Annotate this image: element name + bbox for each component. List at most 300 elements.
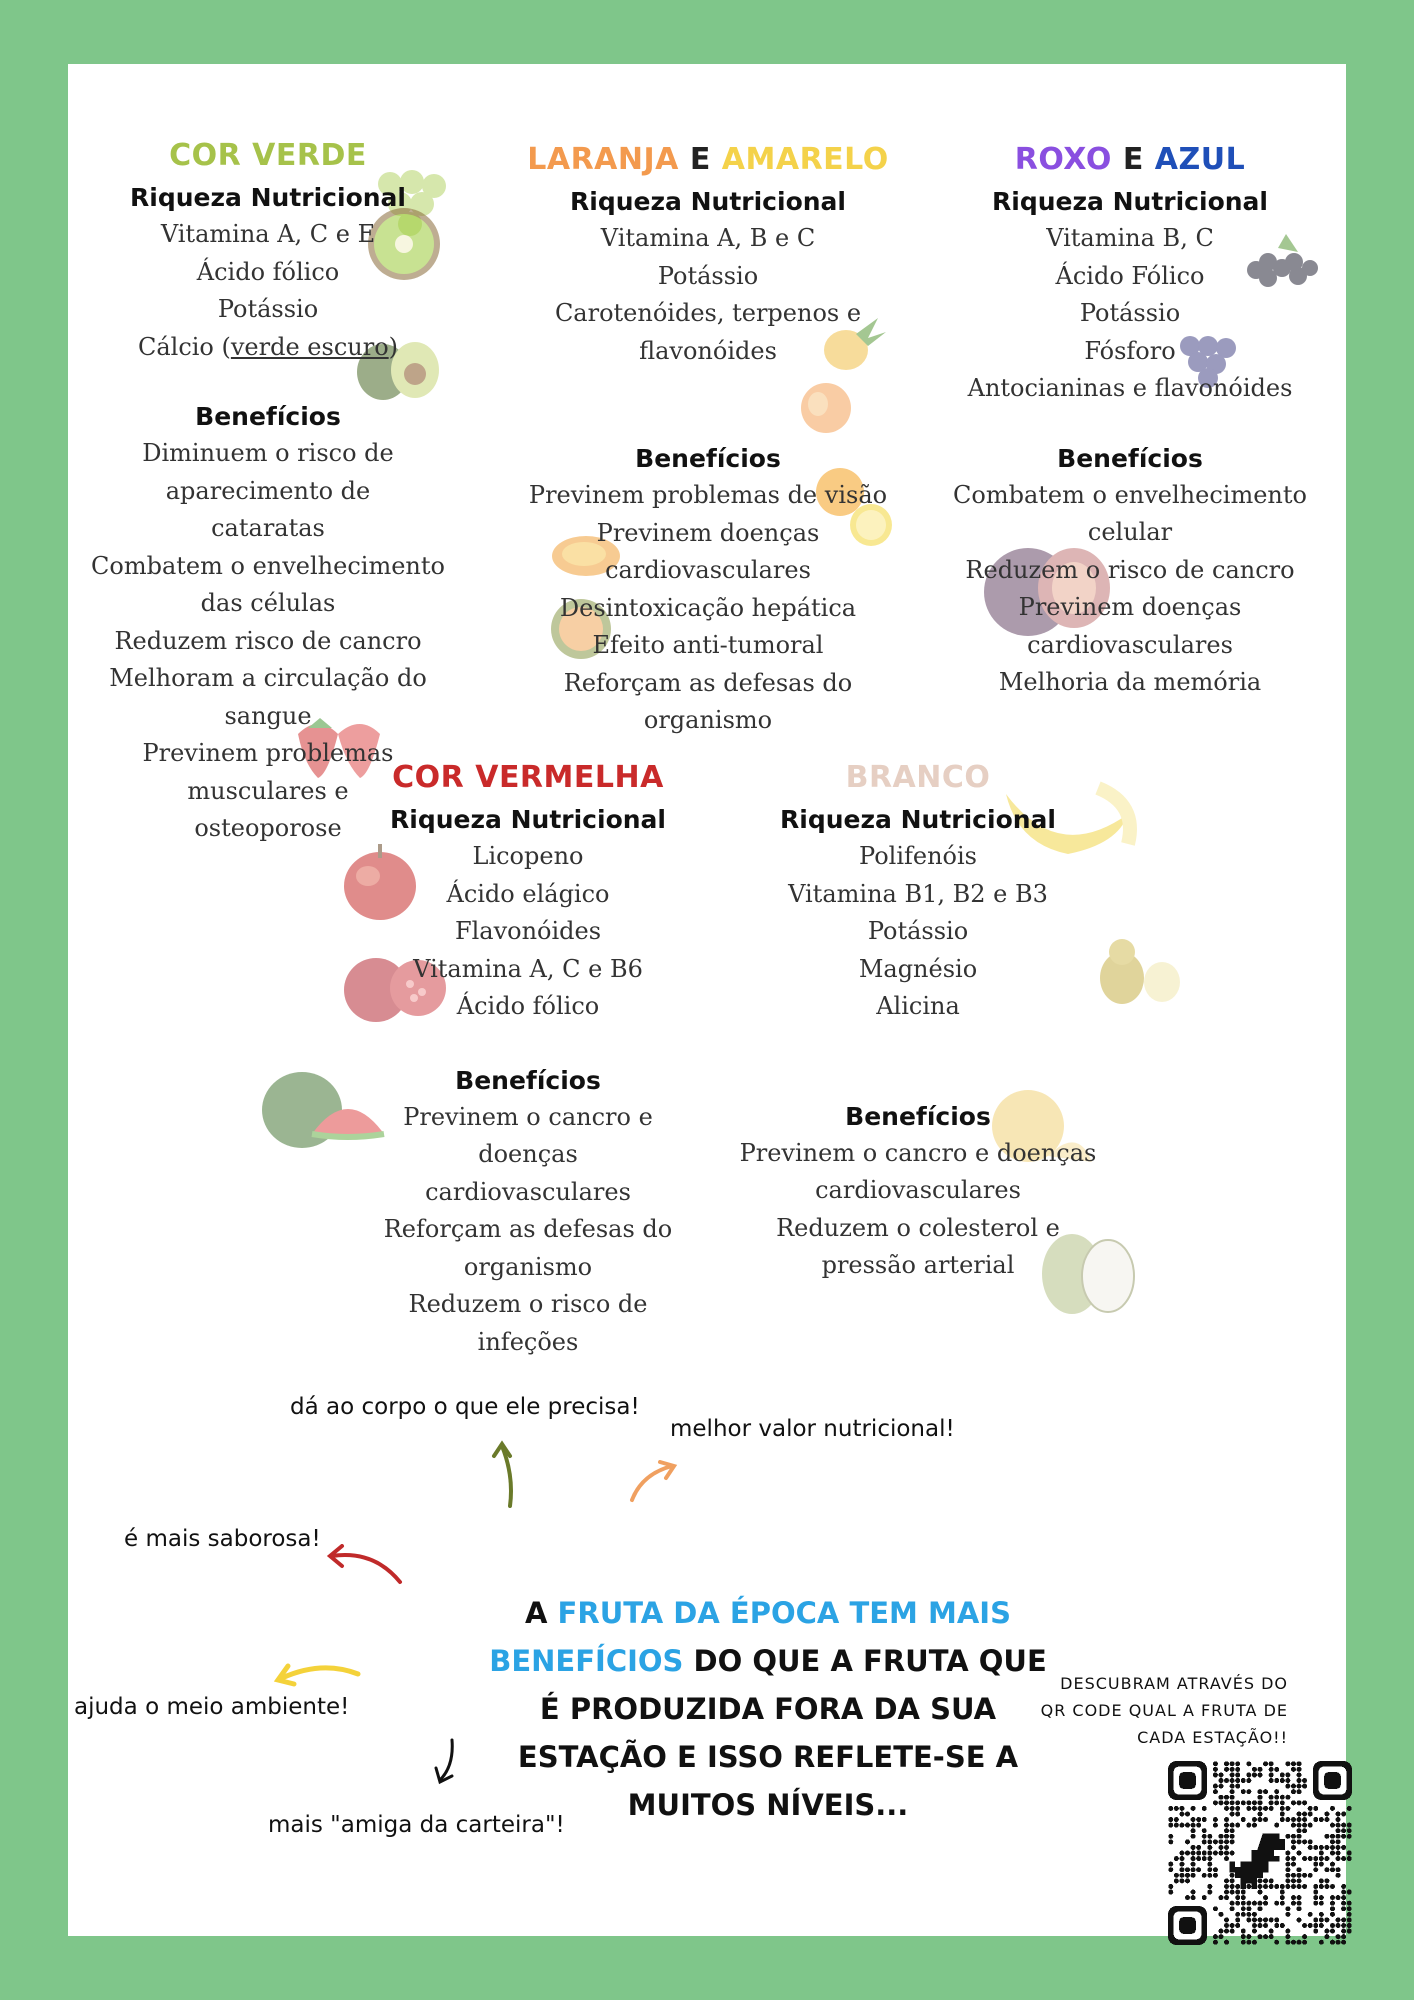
qr-module (1297, 1895, 1302, 1900)
note-saborosa: é mais saborosa! (124, 1526, 321, 1552)
qr-module (1213, 1767, 1218, 1772)
list-item: cardiovasculares (815, 1176, 1021, 1204)
title-vermelha: COR VERMELHA (392, 760, 664, 795)
riqueza-list-roxo (930, 220, 1330, 408)
qr-module (1246, 1789, 1251, 1794)
qr-module (1330, 1884, 1335, 1889)
qr-module (1291, 1839, 1296, 1844)
qr-module (1168, 1890, 1173, 1895)
qr-module (1246, 1778, 1251, 1783)
qr-module (1218, 1784, 1223, 1789)
qr-module (1308, 1873, 1313, 1878)
qr-module (1207, 1862, 1212, 1867)
qr-module (1230, 1878, 1235, 1883)
qr-module (1191, 1856, 1196, 1861)
qr-module (1218, 1845, 1223, 1850)
main-part1: A (525, 1596, 558, 1630)
qr-module (1341, 1906, 1346, 1911)
qr-module (1207, 1839, 1212, 1844)
qr-module (1213, 1817, 1218, 1822)
qr-module (1246, 1823, 1251, 1828)
qr-module (1302, 1873, 1307, 1878)
qr-module (1324, 1884, 1329, 1889)
qr-module (1235, 1901, 1240, 1906)
qr-module (1313, 1806, 1318, 1811)
qr-module (1336, 1923, 1341, 1928)
qr-module (1313, 1929, 1318, 1934)
riqueza-heading-laranja: Riqueza Nutricional (570, 187, 846, 216)
qr-module (1168, 1839, 1173, 1844)
list-item: Flavonóides (454, 917, 602, 945)
qr-module (1319, 1856, 1324, 1861)
qr-module (1213, 1873, 1218, 1878)
qr-module (1168, 1862, 1173, 1867)
qr-module (1285, 1806, 1290, 1811)
list-item: Potássio (867, 917, 969, 945)
qr-module (1263, 1789, 1268, 1794)
qr-module (1297, 1767, 1302, 1772)
qr-finder (1324, 1772, 1341, 1789)
qr-module (1241, 1906, 1246, 1911)
qr-caption-line: QR CODE QUAL A FRUTA DE (1040, 1701, 1288, 1720)
list-item: Melhoram a circulação do sangue (109, 664, 427, 730)
qr-module (1308, 1912, 1313, 1917)
beneficios-list-roxo (930, 477, 1330, 702)
qr-module (1224, 1806, 1229, 1811)
list-item: Combatem o envelhecimento das células (91, 551, 445, 617)
note-ambiente: ajuda o meio ambiente! (74, 1694, 350, 1720)
qr-module (1280, 1795, 1285, 1800)
qr-module (1291, 1789, 1296, 1794)
qr-module (1235, 1823, 1240, 1828)
qr-module (1308, 1811, 1313, 1816)
qr-module (1269, 1806, 1274, 1811)
list-item: osteoporose (194, 814, 342, 842)
qr-module (1341, 1856, 1346, 1861)
qr-module (1269, 1778, 1274, 1783)
qr-module (1291, 1884, 1296, 1889)
qr-module (1280, 1901, 1285, 1906)
list-item: Previnem o cancro e doenças (403, 1102, 653, 1168)
qr-module (1308, 1823, 1313, 1828)
qr-module (1297, 1839, 1302, 1844)
qr-module (1302, 1884, 1307, 1889)
qr-module (1285, 1778, 1290, 1783)
list-item: Reduzem risco de cancro (114, 626, 422, 655)
qr-module (1213, 1823, 1218, 1828)
qr-module (1241, 1817, 1246, 1822)
title-azul: AZUL (1154, 142, 1246, 177)
list-item: Vitamina A, B e C (600, 224, 816, 252)
qr-module (1213, 1906, 1218, 1911)
qr-module (1341, 1890, 1346, 1895)
qr-module (1308, 1839, 1313, 1844)
qr-module (1241, 1901, 1246, 1906)
qr-module (1336, 1917, 1341, 1922)
qr-module (1230, 1929, 1235, 1934)
qr-module (1324, 1867, 1329, 1872)
qr-module (1207, 1873, 1212, 1878)
qr-module (1218, 1772, 1223, 1777)
qr-module (1285, 1929, 1290, 1934)
qr-module (1252, 1800, 1257, 1805)
qr-module (1285, 1856, 1290, 1861)
qr-module (1324, 1934, 1329, 1939)
qr-module (1274, 1789, 1279, 1794)
qr-module (1174, 1823, 1179, 1828)
qr-module (1269, 1884, 1274, 1889)
qr-module (1319, 1923, 1324, 1928)
qr-module (1263, 1884, 1268, 1889)
qr-module (1224, 1917, 1229, 1922)
qr-module (1302, 1940, 1307, 1945)
qr-module (1224, 1839, 1229, 1844)
qr-module (1207, 1867, 1212, 1872)
beneficios-list-laranja (518, 477, 898, 740)
qr-module (1196, 1850, 1201, 1855)
section-branco (728, 760, 1108, 1285)
arrow-left-icon (324, 1544, 404, 1588)
qr-module (1246, 1901, 1251, 1906)
qr-module (1224, 1940, 1229, 1945)
qr-module (1280, 1772, 1285, 1777)
qr-module (1224, 1817, 1229, 1822)
riqueza-list-verde (88, 216, 448, 366)
qr-module (1330, 1906, 1335, 1911)
qr-module (1235, 1772, 1240, 1777)
qr-code[interactable] (1168, 1761, 1352, 1945)
qr-module (1196, 1823, 1201, 1828)
qr-module (1330, 1901, 1335, 1906)
qr-module (1302, 1823, 1307, 1828)
qr-module (1252, 1912, 1257, 1917)
qr-module (1341, 1917, 1346, 1922)
qr-module (1319, 1845, 1324, 1850)
qr-module (1246, 1917, 1251, 1922)
qr-module (1235, 1895, 1240, 1900)
qr-module (1341, 1901, 1346, 1906)
main-part2: DO QUE A FRUTA QUE É PRODUZIDA FORA DA SUA ESTAÇÃO E ISSO REFLETE-SE A MUITOS NÍVEIS... (517, 1644, 1047, 1822)
qr-module (1185, 1823, 1190, 1828)
qr-module (1324, 1878, 1329, 1883)
qr-module (1285, 1772, 1290, 1777)
qr-module (1319, 1901, 1324, 1906)
qr-module (1218, 1795, 1223, 1800)
qr-module (1297, 1917, 1302, 1922)
title-laranja-amarelo (518, 142, 898, 177)
section-laranja-amarelo (518, 142, 898, 740)
qr-module (1285, 1934, 1290, 1939)
qr-module (1319, 1917, 1324, 1922)
qr-module (1224, 1834, 1229, 1839)
list-item: Antocianinas e flavonóides (967, 374, 1293, 402)
qr-module (1230, 1906, 1235, 1911)
section-vermelha (358, 760, 698, 1361)
qr-module (1297, 1850, 1302, 1855)
list-item: Fósforo (1084, 336, 1176, 365)
qr-module (1313, 1884, 1318, 1889)
qr-module (1280, 1800, 1285, 1805)
beneficios-heading-branco: Benefícios (845, 1101, 991, 1131)
qr-module (1313, 1890, 1318, 1895)
qr-module (1336, 1940, 1341, 1945)
qr-module (1230, 1873, 1235, 1878)
qr-module (1235, 1778, 1240, 1783)
list-item: Efeito anti-tumoral (592, 631, 824, 659)
beneficios-list-branco (728, 1135, 1108, 1285)
qr-module (1252, 1929, 1257, 1934)
qr-module (1246, 1940, 1251, 1945)
qr-module (1257, 1795, 1262, 1800)
qr-module (1274, 1940, 1279, 1945)
qr-module (1241, 1895, 1246, 1900)
qr-module (1297, 1817, 1302, 1822)
qr-module (1319, 1850, 1324, 1855)
section-verde (88, 138, 448, 848)
qr-module (1347, 1823, 1352, 1828)
beneficios-heading-vermelha: Benefícios (455, 1065, 601, 1095)
main-message (488, 1589, 1048, 1829)
beneficios-heading-roxo: Benefícios (1057, 443, 1203, 473)
qr-module (1324, 1834, 1329, 1839)
qr-module (1179, 1862, 1184, 1867)
arrow-down-icon (432, 1736, 462, 1786)
qr-module (1185, 1867, 1190, 1872)
qr-module (1257, 1906, 1262, 1911)
qr-module (1230, 1806, 1235, 1811)
qr-module (1235, 1800, 1240, 1805)
title-roxo: ROXO (1014, 142, 1112, 177)
qr-module (1191, 1873, 1196, 1878)
qr-module (1168, 1823, 1173, 1828)
qr-module (1313, 1867, 1318, 1872)
qr-module (1235, 1811, 1240, 1816)
list-item: Potássio (657, 261, 759, 290)
qr-module (1347, 1828, 1352, 1833)
qr-module (1207, 1856, 1212, 1861)
qr-module (1224, 1823, 1229, 1828)
qr-module (1324, 1811, 1329, 1816)
qr-module (1297, 1778, 1302, 1783)
qr-module (1230, 1828, 1235, 1833)
qr-module (1213, 1761, 1218, 1766)
qr-module (1280, 1923, 1285, 1928)
qr-module (1336, 1895, 1341, 1900)
qr-module (1263, 1934, 1268, 1939)
qr-module (1269, 1934, 1274, 1939)
qr-module (1196, 1856, 1201, 1861)
qr-module (1202, 1873, 1207, 1878)
qr-module (1313, 1917, 1318, 1922)
qr-module (1336, 1839, 1341, 1844)
qr-module (1202, 1806, 1207, 1811)
riqueza-list-laranja (518, 220, 898, 370)
riqueza-heading-verde: Riqueza Nutricional (130, 183, 406, 212)
qr-module (1280, 1890, 1285, 1895)
qr-module (1202, 1856, 1207, 1861)
list-item: Vitamina B1, B2 e B3 (788, 879, 1048, 908)
qr-module (1257, 1890, 1262, 1895)
qr-module (1302, 1923, 1307, 1928)
qr-module (1347, 1856, 1352, 1861)
qr-module (1185, 1873, 1190, 1878)
calcio-prefix: Cálcio ( (137, 332, 231, 361)
qr-module (1280, 1884, 1285, 1889)
qr-module (1185, 1878, 1190, 1883)
qr-module (1297, 1811, 1302, 1816)
qr-module (1168, 1884, 1173, 1889)
qr-module (1285, 1817, 1290, 1822)
riqueza-heading-vermelha: Riqueza Nutricional (390, 805, 666, 834)
qr-module (1269, 1800, 1274, 1805)
qr-module (1341, 1823, 1346, 1828)
qr-module (1347, 1890, 1352, 1895)
qr-module (1241, 1934, 1246, 1939)
qr-module (1274, 1884, 1279, 1889)
riqueza-list-vermelha (358, 838, 698, 1026)
list-item: Polifenóis (859, 842, 977, 870)
qr-module (1302, 1784, 1307, 1789)
qr-module (1218, 1929, 1223, 1934)
qr-caption-line: CADA ESTAÇÃO!! (1137, 1728, 1288, 1747)
calcio-underline: verde escuro (230, 332, 389, 361)
qr-module (1191, 1862, 1196, 1867)
qr-module (1252, 1806, 1257, 1811)
qr-module (1313, 1845, 1318, 1850)
qr-module (1336, 1867, 1341, 1872)
qr-module (1207, 1884, 1212, 1889)
list-item: Reforçam as defesas do organismo (383, 1215, 673, 1281)
qr-module (1285, 1834, 1290, 1839)
qr-module (1324, 1856, 1329, 1861)
list-item: Previnem doenças cardiovasculares (1018, 593, 1242, 659)
qr-module (1213, 1784, 1218, 1789)
title-amarelo: AMARELO (721, 142, 889, 177)
qr-module (1224, 1923, 1229, 1928)
qr-module (1330, 1867, 1335, 1872)
qr-module (1291, 1862, 1296, 1867)
qr-module (1224, 1767, 1229, 1772)
qr-module (1274, 1917, 1279, 1922)
list-item: cataratas (211, 514, 325, 542)
qr-module (1174, 1806, 1179, 1811)
qr-module (1179, 1856, 1184, 1861)
qr-module (1319, 1817, 1324, 1822)
qr-module (1324, 1845, 1329, 1850)
qr-module (1285, 1912, 1290, 1917)
qr-module (1302, 1828, 1307, 1833)
qr-module (1330, 1923, 1335, 1928)
qr-module (1174, 1873, 1179, 1878)
riqueza-heading-branco: Riqueza Nutricional (780, 805, 1056, 834)
qr-module (1291, 1856, 1296, 1861)
qr-module (1252, 1940, 1257, 1945)
qr-module (1246, 1906, 1251, 1911)
qr-module (1280, 1778, 1285, 1783)
qr-module (1274, 1800, 1279, 1805)
qr-module (1336, 1934, 1341, 1939)
qr-module (1230, 1901, 1235, 1906)
qr-module (1213, 1789, 1218, 1794)
qr-module (1297, 1884, 1302, 1889)
qr-module (1207, 1845, 1212, 1850)
beneficios-heading-laranja: Benefícios (635, 444, 781, 473)
qr-module (1235, 1923, 1240, 1928)
qr-module (1308, 1856, 1313, 1861)
qr-module (1257, 1901, 1262, 1906)
qr-module (1246, 1800, 1251, 1805)
qr-module (1191, 1867, 1196, 1872)
note-corpo: dá ao corpo o que ele precisa! (290, 1394, 640, 1420)
qr-module (1341, 1884, 1346, 1889)
qr-module (1230, 1923, 1235, 1928)
qr-caption (1028, 1670, 1288, 1751)
qr-module (1252, 1772, 1257, 1777)
list-item: Melhoria da memória (998, 668, 1262, 696)
qr-module (1297, 1828, 1302, 1833)
qr-module (1224, 1800, 1229, 1805)
list-item: Desintoxicação hepática (559, 593, 857, 622)
qr-module (1297, 1867, 1302, 1872)
qr-module (1263, 1761, 1268, 1766)
list-item: Previnem o cancro e doenças (739, 1138, 1097, 1167)
qr-module (1341, 1845, 1346, 1850)
qr-module (1257, 1800, 1262, 1805)
qr-module (1285, 1862, 1290, 1867)
qr-module (1252, 1823, 1257, 1828)
qr-module (1263, 1895, 1268, 1900)
qr-module (1179, 1811, 1184, 1816)
qr-module (1241, 1800, 1246, 1805)
qr-module (1196, 1867, 1201, 1872)
qr-module (1191, 1895, 1196, 1900)
title-laranja: LARANJA (527, 142, 679, 177)
qr-module (1246, 1912, 1251, 1917)
qr-module (1218, 1800, 1223, 1805)
qr-module (1269, 1772, 1274, 1777)
qr-module (1280, 1817, 1285, 1822)
qr-module (1235, 1890, 1240, 1895)
qr-module (1291, 1761, 1296, 1766)
qr-module (1230, 1890, 1235, 1895)
qr-module (1263, 1901, 1268, 1906)
qr-module (1324, 1929, 1329, 1934)
list-item: Carotenóides, terpenos e flavonóides (554, 299, 862, 365)
qr-module (1168, 1806, 1173, 1811)
list-item: Vitamina A, C e B6 (413, 954, 643, 983)
arrow-upright-icon (628, 1460, 678, 1504)
qr-module (1274, 1923, 1279, 1928)
qr-module (1213, 1850, 1218, 1855)
qr-module (1168, 1867, 1173, 1872)
qr-module (1302, 1778, 1307, 1783)
qr-module (1257, 1923, 1262, 1928)
qr-module (1202, 1828, 1207, 1833)
qr-module (1336, 1850, 1341, 1855)
qr-module (1341, 1940, 1346, 1945)
qr-module (1185, 1811, 1190, 1816)
qr-module (1191, 1823, 1196, 1828)
qr-module (1179, 1867, 1184, 1872)
list-item: Alicina (876, 992, 960, 1020)
qr-module (1313, 1923, 1318, 1928)
qr-module (1191, 1817, 1196, 1822)
qr-module (1252, 1923, 1257, 1928)
qr-module (1341, 1834, 1346, 1839)
title-e: E (689, 142, 711, 177)
qr-module (1196, 1845, 1201, 1850)
qr-module (1302, 1800, 1307, 1805)
